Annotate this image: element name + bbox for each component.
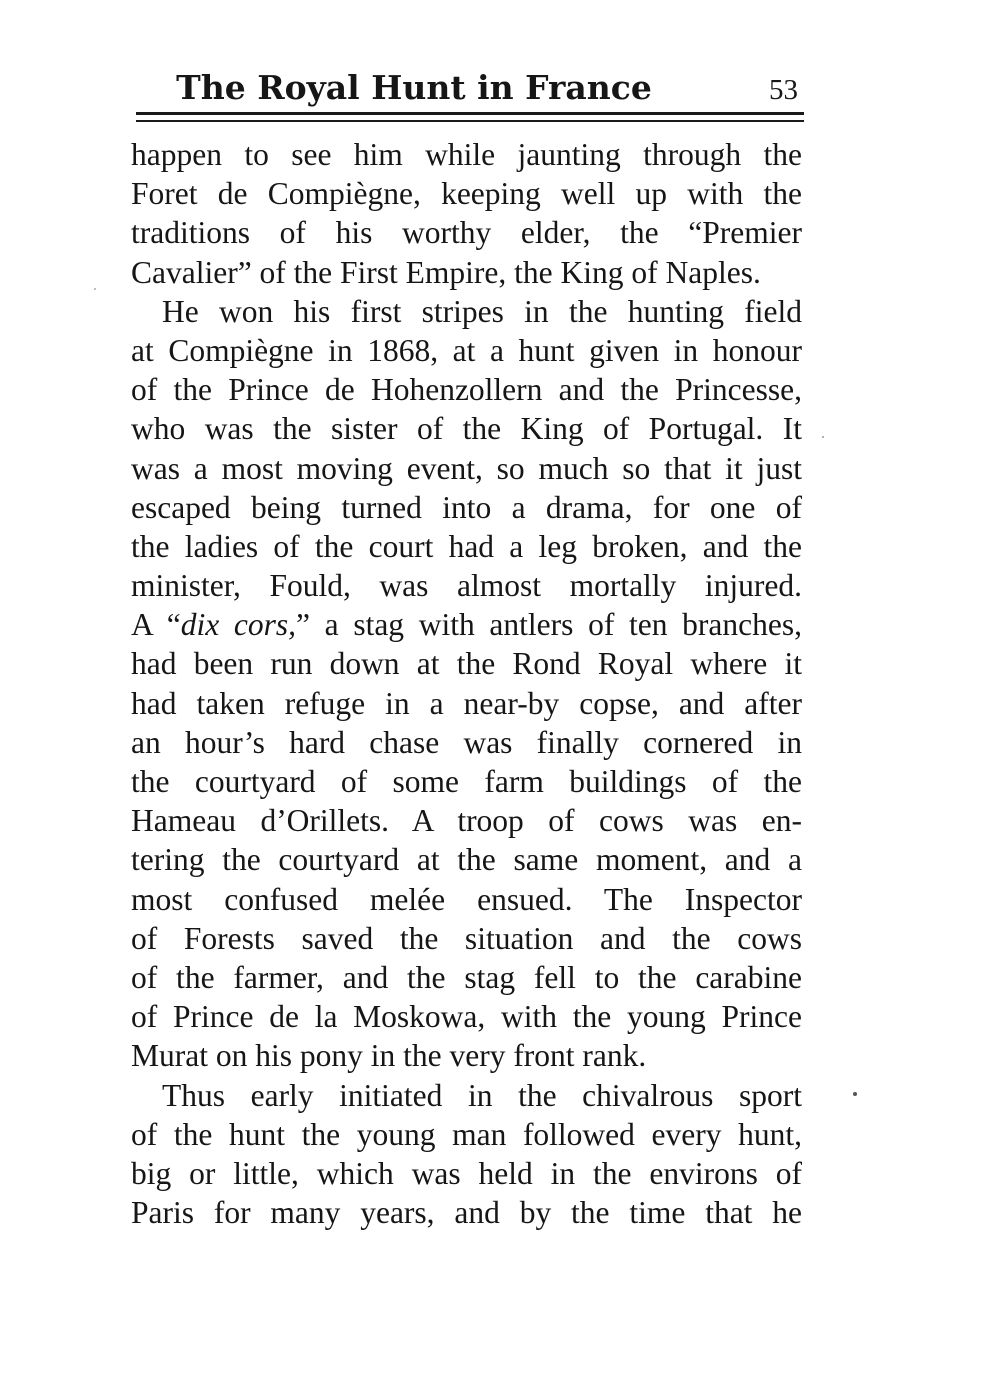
text-line: of Prince de la Moskowa, with the young Prince: [131, 999, 802, 1035]
text-line: of the farmer, and the stag fell to the carabine: [131, 959, 802, 995]
text-line: who was the sister of the King of Portugal. It: [131, 411, 802, 447]
text-line: happen to see him while jaunting through the: [131, 137, 802, 172]
text-line: the courtyard of some farm buildings of the: [131, 764, 802, 799]
text-segment: ” a stag with antlers of ten branches,: [295, 607, 802, 643]
paper-speck: [94, 288, 96, 290]
running-header: [136, 62, 804, 112]
text-line: was a most moving event, so much so that it just: [131, 450, 802, 486]
text-line-with-italic: [131, 605, 802, 644]
text-line: minister, Fould, was almost mortally injured.: [131, 568, 802, 604]
header-rule-thick: [136, 112, 804, 115]
text-line: of the Prince de Hohenzollern and the Princesse,: [131, 372, 802, 408]
body-text: [131, 135, 802, 1232]
text-line: big or little, which was held in the environs of: [131, 1155, 802, 1191]
text-line: traditions of his worthy elder, the “Premier: [131, 215, 802, 251]
text-line: had been run down at the Rond Royal where it: [131, 646, 802, 682]
paper-speck: [822, 436, 824, 438]
header-rule-thin: [136, 120, 804, 122]
text-line: Foret de Compiègne, keeping well up with the: [131, 176, 802, 212]
text-line: at Compiègne in 1868, at a hunt given in honour: [131, 332, 802, 368]
text-line: Paris for many years, and by the time that he: [131, 1195, 802, 1231]
text-line: Thus early initiated in the chivalrous sport: [162, 1077, 802, 1113]
text-line: Cavalier” of the First Empire, the King of Naples.: [131, 254, 761, 290]
text-line: of the hunt the young man followed every hunt,: [131, 1116, 802, 1152]
text-line: He won his first stripes in the hunting field: [162, 293, 802, 329]
paper-speck: [853, 1092, 857, 1096]
page-number: 53: [769, 74, 798, 106]
text-line: an hour’s hard chase was finally cornered in: [131, 724, 802, 760]
text-line: tering the courtyard at the same moment, and a: [131, 842, 802, 878]
text-line: most confused melée ensued. The Inspector: [131, 881, 802, 917]
text-segment: A “: [131, 607, 181, 643]
text-line: escaped being turned into a drama, for one of: [131, 489, 802, 525]
text-line: the ladies of the court had a leg broken, and the: [131, 528, 802, 564]
text-line: Hameau d’Orillets. A troop of cows was en-: [131, 803, 802, 839]
text-line: had taken refuge in a near-by copse, and after: [131, 685, 802, 721]
text-line: Murat on his pony in the very front rank.: [131, 1038, 647, 1074]
running-title: The Royal Hunt in France: [176, 68, 652, 107]
text-line: of Forests saved the situation and the cows: [131, 920, 802, 956]
italic-phrase: dix cors,: [180, 607, 296, 643]
